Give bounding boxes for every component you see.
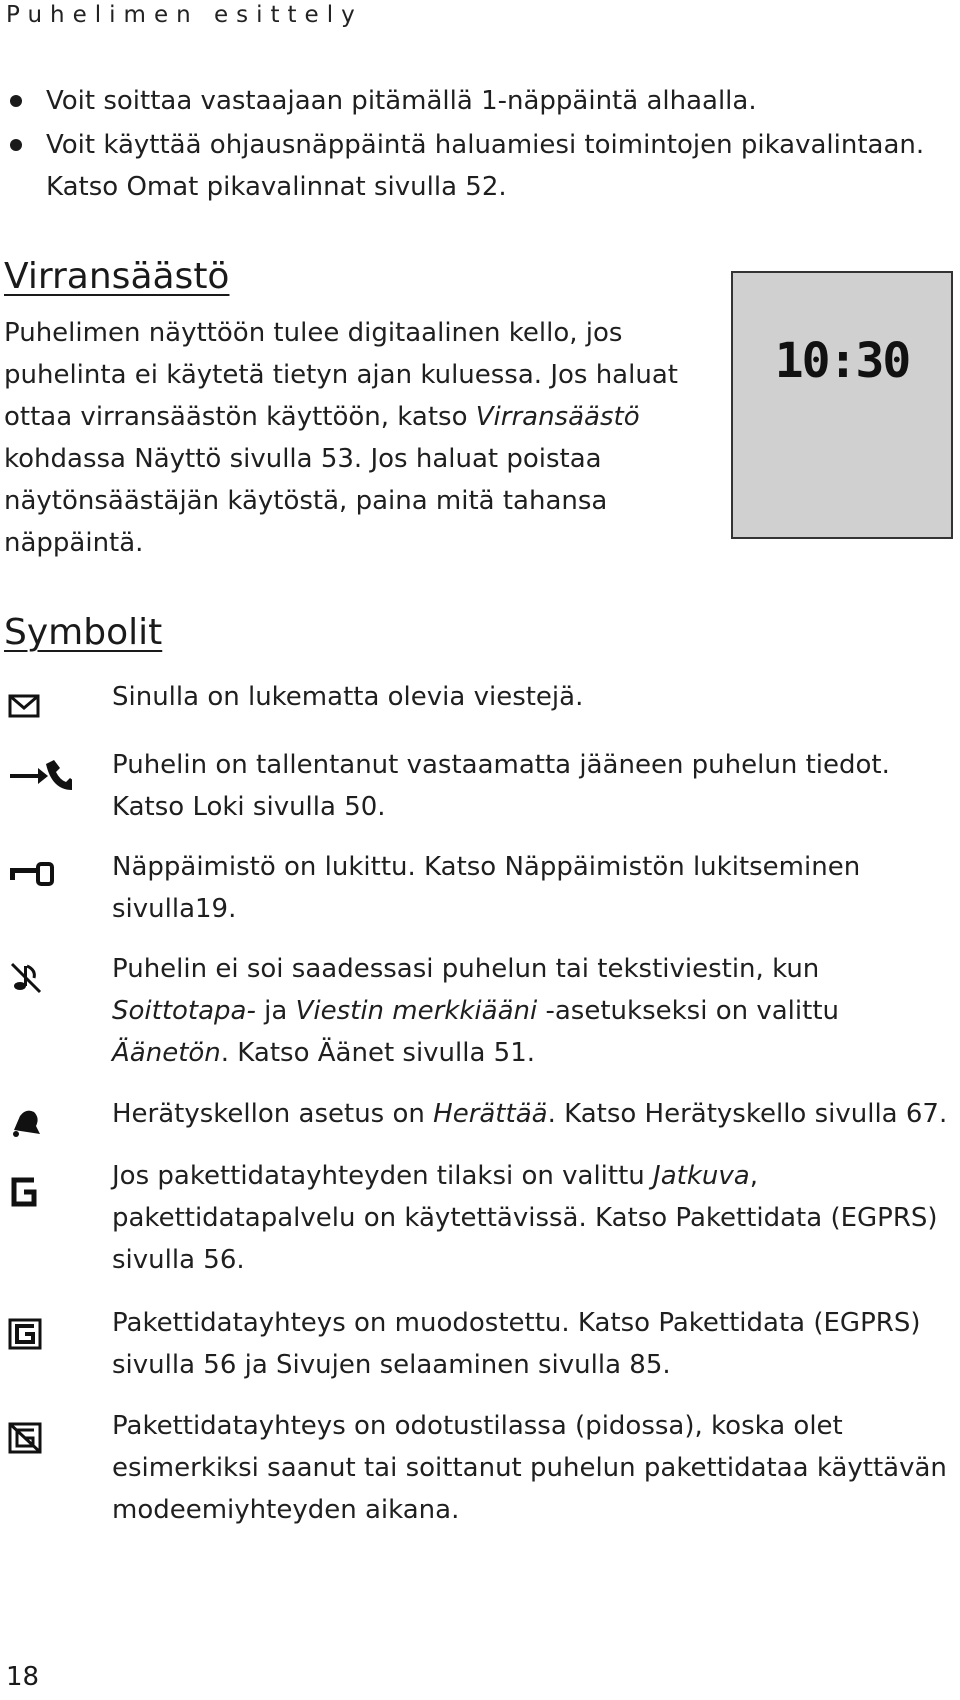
screensaver-clock-display <box>731 271 953 539</box>
paragraph-line <box>4 396 724 438</box>
description-line: Pakettidatayhteys on muodostettu. Katso Pakettidata (EGPRS) <box>112 1308 921 1338</box>
symbol-description <box>112 1093 952 1135</box>
bullet-dot-icon <box>10 95 22 107</box>
description-line <box>112 1155 952 1197</box>
missed-call-icon <box>8 758 72 790</box>
description-line: sivulla19. <box>112 894 237 924</box>
section-title-virransaasto: Virransäästö <box>4 256 230 297</box>
description-line: Sinulla on lukematta olevia viestejä. <box>112 682 584 712</box>
text-run: Herätyskellon asetus on <box>112 1099 434 1129</box>
description-line: esimerkiksi saanut tai soittanut puhelun pakettidataa käyttävän <box>112 1453 947 1483</box>
silent-icon <box>8 962 44 994</box>
digital-clock: 10:30 <box>774 333 910 389</box>
section-title-symbolit: Symbolit <box>4 612 163 653</box>
alarm-bell-icon <box>8 1106 44 1138</box>
text-run: , <box>749 1161 758 1191</box>
gprs-suspended-icon <box>8 1422 44 1454</box>
text-run: . Katso Äänet sivulla 51. <box>220 1038 536 1068</box>
symbol-description <box>112 948 952 1074</box>
menu-reference: Herättää <box>433 1099 548 1129</box>
menu-reference: Virransäästö <box>475 402 640 432</box>
bullet-item <box>10 124 950 208</box>
text-run: -asetukseksi on valittu <box>537 996 839 1026</box>
description-line: Puhelin on tallentanut vastaamatta jääneen puhelun tiedot. <box>112 750 890 780</box>
running-header: Puhelimen esittely <box>6 2 363 28</box>
paragraph-line: Puhelimen näyttöön tulee digitaalinen kello, jos <box>4 318 623 348</box>
bullet-text-line: Katso Omat pikavalinnat sivulla 52. <box>46 172 507 202</box>
bullet-text: Voit soittaa vastaajaan pitämällä 1-näppäintä alhaalla. <box>46 86 757 116</box>
page-number: 18 <box>6 1662 40 1692</box>
symbol-description <box>112 1155 952 1281</box>
description-line: Pakettidatayhteys on odotustilassa (pidossa), koska olet <box>112 1411 843 1441</box>
symbol-description <box>112 676 952 718</box>
key-lock-icon <box>8 858 56 890</box>
description-line: sivulla 56 ja Sivujen selaaminen sivulla 85. <box>112 1350 671 1380</box>
bullet-item <box>10 80 950 122</box>
bullet-list <box>10 80 950 210</box>
symbol-description <box>112 1405 952 1531</box>
description-line: Puhelin ei soi saadessasi puhelun tai tekstiviestin, kun <box>112 954 820 984</box>
description-line: Katso Loki sivulla 50. <box>112 792 386 822</box>
symbol-description <box>112 744 952 828</box>
description-line: modeemiyhteyden aikana. <box>112 1495 460 1525</box>
description-line: pakettidatapalvelu on käytettävissä. Katso Pakettidata (EGPRS) <box>112 1203 938 1233</box>
menu-reference: Soittotapa- <box>112 996 256 1026</box>
menu-reference: Jatkuva <box>653 1161 750 1191</box>
description-line: Näppäimistö on lukittu. Katso Näppäimistön lukitseminen <box>112 852 861 882</box>
description-line <box>112 1032 952 1074</box>
envelope-icon <box>8 690 44 722</box>
gprs-g-icon <box>8 1176 44 1208</box>
symbol-description <box>112 1302 952 1386</box>
description-line <box>112 990 952 1032</box>
bullet-dot-icon <box>10 139 22 151</box>
text-run: Jos pakettidatayhteyden tilaksi on valittu <box>112 1161 654 1191</box>
menu-reference: Viestin merkkiääni <box>295 996 538 1026</box>
text-run: ottaa virransäästön käyttöön, katso <box>4 402 476 432</box>
description-line <box>112 1093 952 1135</box>
paragraph-line: näytönsäästäjän käytöstä, paina mitä tahansa <box>4 486 608 516</box>
bullet-text-line: Voit käyttää ohjausnäppäintä haluamiesi toimintojen pikavalintaan. <box>46 130 925 160</box>
gprs-boxed-g-icon <box>8 1318 44 1350</box>
paragraph-line: kohdassa Näyttö sivulla 53. Jos haluat poistaa <box>4 444 602 474</box>
text-run: . Katso Herätyskello sivulla 67. <box>547 1099 948 1129</box>
menu-reference: Äänetön <box>112 1038 221 1068</box>
paragraph-line: puhelinta ei käytetä tietyn ajan kuluessa. Jos haluat <box>4 360 678 390</box>
symbol-description <box>112 846 952 930</box>
paragraph-line: näppäintä. <box>4 528 144 558</box>
description-line: sivulla 56. <box>112 1245 245 1275</box>
text-run: ja <box>255 996 296 1026</box>
virransaasto-paragraph <box>4 312 724 564</box>
